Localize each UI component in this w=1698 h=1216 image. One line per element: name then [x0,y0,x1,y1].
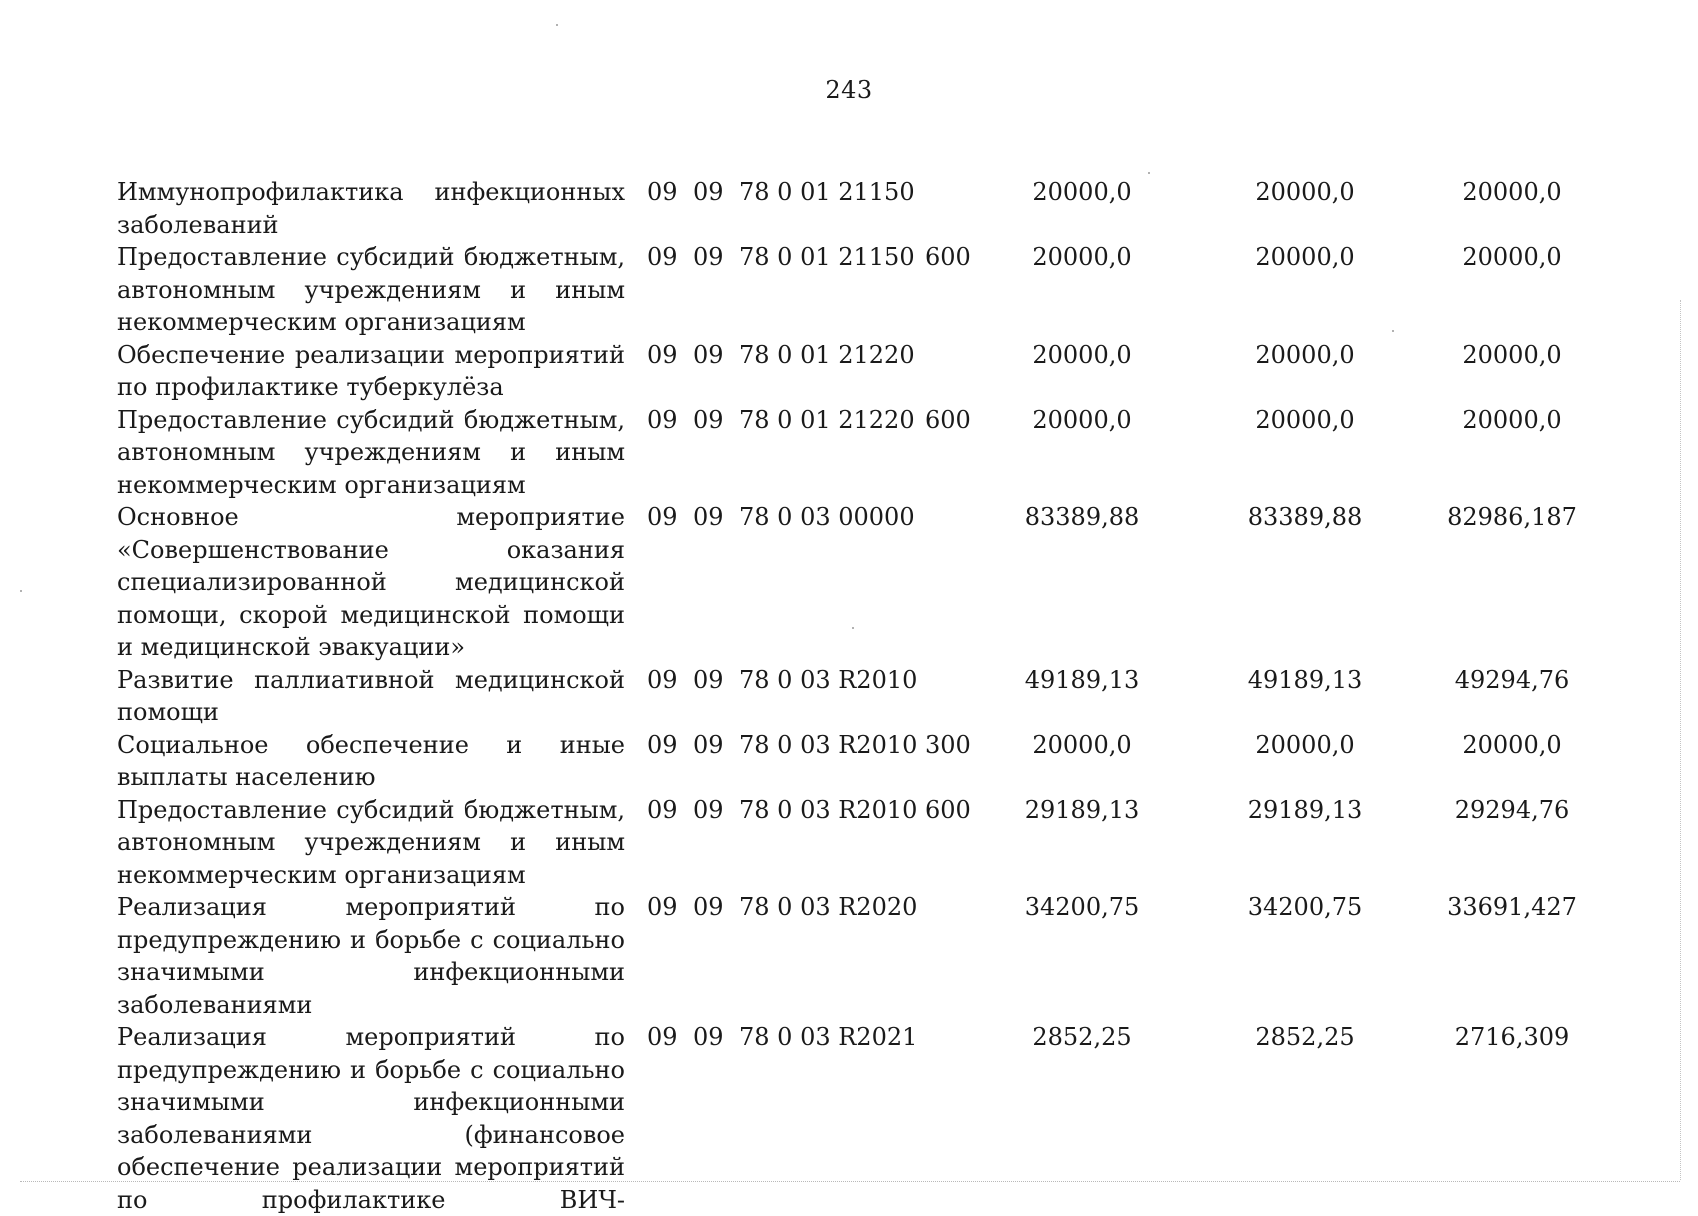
row-amount-year-2: 20000,0 [1255,243,1355,271]
row-name: Основное мероприятие «Совершенствование оказания специализированной медицинской помощи, скорой медицинской помощи и медицинской эвакуации» [117,503,625,661]
row-amount-year-2: 20000,0 [1255,730,1355,759]
row-amount-year-2: 83389,88 [1247,503,1363,531]
row-subsection-code: 09 [693,178,724,206]
row-name: Реализация мероприятий по предупреждению и борьбе с социально значимыми инфекционными заболеваниями (финансовое обеспечение реализации мероприятий по профилактике ВИЧ- [117,1023,625,1214]
row-section-code: 09 [647,243,678,271]
row-target-article-code: 78 0 03 R2021 [739,1023,918,1051]
row-amount-year-3: 20000,0 [1462,405,1562,434]
table-row [117,241,1597,339]
row-amount-year-1: 20000,0 [1032,178,1132,206]
row-amount-year-3: 2716,309 [1454,1023,1570,1051]
row-target-article-code: 78 0 03 R2010 [739,665,918,694]
row-subsection-code: 09 [693,730,724,759]
row-amount-year-3: 20000,0 [1462,178,1562,206]
table-row [117,794,1597,892]
table-row [117,664,1597,729]
row-amount-year-2: 29189,13 [1247,795,1363,824]
row-amount-year-2: 2852,25 [1255,1023,1355,1051]
row-amount-year-2: 34200,75 [1247,893,1363,921]
table-row [117,501,1597,664]
row-subsection-code: 09 [693,340,724,369]
scan-speck [20,590,22,592]
row-section-code: 09 [647,405,678,434]
row-amount-year-3: 20000,0 [1462,340,1562,369]
row-name: Обеспечение реализации мероприятий по профилактике туберкулёза [117,340,625,401]
row-amount-year-3: 33691,427 [1447,893,1577,921]
row-section-code: 09 [647,795,678,824]
row-name: Предоставление субсидий бюджетным, автономным учреждениям и иным некоммерческим организациям [117,243,625,336]
row-target-article-code: 78 0 01 21220 [739,405,915,434]
row-name: Реализация мероприятий по предупреждению и борьбе с социально значимыми инфекционными заболеваниями [117,893,625,1019]
scan-speck [556,24,558,26]
row-amount-year-3: 20000,0 [1462,730,1562,759]
row-amount-year-1: 83389,88 [1024,503,1140,531]
row-expense-type-code: 300 [925,730,971,759]
row-name: Предоставление субсидий бюджетным, автономным учреждениям и иным некоммерческим организациям [117,795,625,889]
row-name: Предоставление субсидий бюджетным, автономным учреждениям и иным некоммерческим организациям [117,405,625,499]
row-amount-year-3: 29294,76 [1454,795,1570,824]
scan-edge-dots [20,1181,1680,1182]
row-name: Иммунопрофилактика инфекционных заболеваний [117,178,625,239]
row-amount-year-1: 20000,0 [1032,243,1132,271]
row-target-article-code: 78 0 01 21220 [739,340,915,369]
row-expense-type-code: 600 [925,405,971,434]
table-row [117,891,1597,1021]
row-target-article-code: 78 0 03 00000 [739,503,915,531]
row-section-code: 09 [647,730,678,759]
row-amount-year-1: 20000,0 [1032,730,1132,759]
row-amount-year-1: 34200,75 [1024,893,1140,921]
row-name: Социальное обеспечение и иные выплаты населению [117,730,625,791]
row-amount-year-1: 29189,13 [1024,795,1140,824]
budget-table [117,176,1597,1216]
row-section-code: 09 [647,340,678,369]
row-subsection-code: 09 [693,243,724,271]
row-amount-year-3: 82986,187 [1447,503,1577,531]
row-amount-year-1: 20000,0 [1032,340,1132,369]
row-amount-year-2: 20000,0 [1255,178,1355,206]
row-name: Развитие паллиативной медицинской помощи [117,665,625,726]
row-subsection-code: 09 [693,893,724,921]
row-subsection-code: 09 [693,1023,724,1051]
row-amount-year-2: 20000,0 [1255,340,1355,369]
row-target-article-code: 78 0 03 R2020 [739,893,918,921]
table-row [117,1021,1597,1216]
row-amount-year-3: 20000,0 [1462,243,1562,271]
scan-speck [1392,330,1394,332]
row-amount-year-1: 49189,13 [1024,665,1140,694]
scan-speck [1148,172,1150,174]
row-target-article-code: 78 0 03 R2010 [739,795,918,824]
row-amount-year-2: 49189,13 [1247,665,1363,694]
row-target-article-code: 78 0 03 R2010 [739,730,918,759]
row-target-article-code: 78 0 01 21150 [739,178,915,206]
row-subsection-code: 09 [693,665,724,694]
table-row [117,729,1597,794]
row-target-article-code: 78 0 01 21150 [739,243,915,271]
page-number: 243 [825,76,873,104]
table-row [117,339,1597,404]
row-section-code: 09 [647,893,678,921]
scan-speck [852,627,854,629]
row-section-code: 09 [647,178,678,206]
row-section-code: 09 [647,665,678,694]
table-row [117,176,1597,241]
row-subsection-code: 09 [693,503,724,531]
row-subsection-code: 09 [693,405,724,434]
row-amount-year-1: 2852,25 [1032,1023,1132,1051]
row-subsection-code: 09 [693,795,724,824]
row-expense-type-code: 600 [925,243,971,271]
row-section-code: 09 [647,503,678,531]
row-amount-year-1: 20000,0 [1032,405,1132,434]
scan-edge-dots [1680,300,1681,1180]
row-amount-year-3: 49294,76 [1454,665,1570,694]
row-expense-type-code: 600 [925,795,971,824]
row-section-code: 09 [647,1023,678,1051]
table-row [117,404,1597,502]
row-amount-year-2: 20000,0 [1255,405,1355,434]
